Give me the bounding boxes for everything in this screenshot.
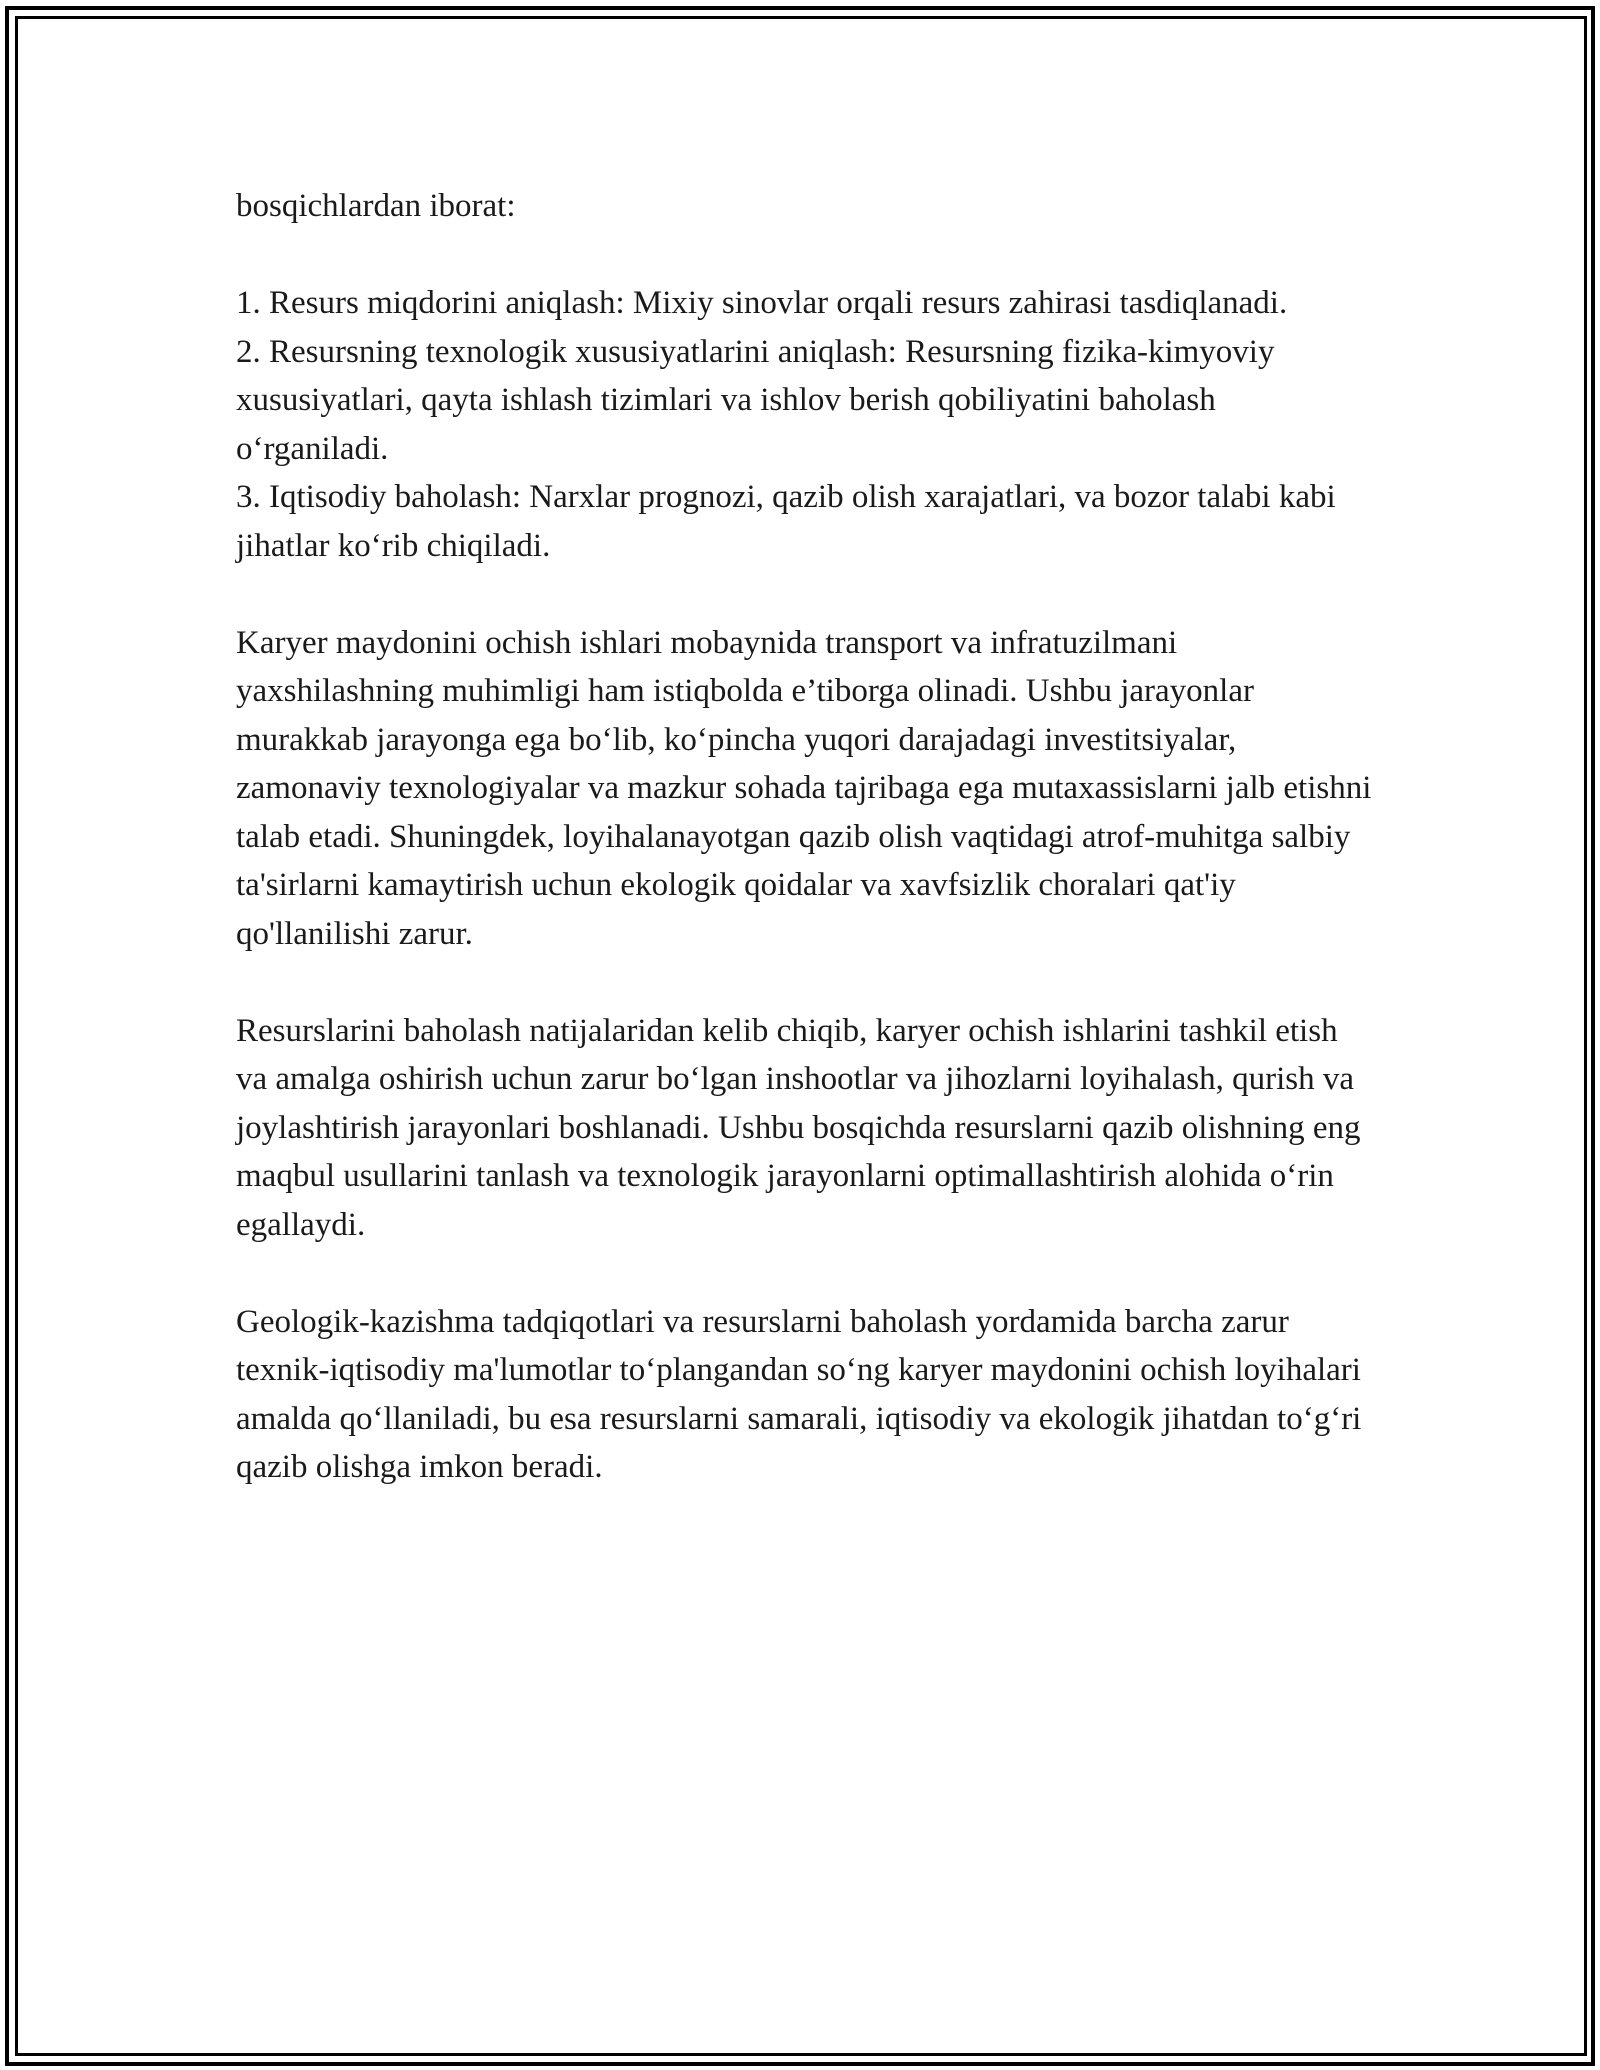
spacer: [236, 1249, 1376, 1298]
paragraph: Karyer maydonini ochish ishlari mobaynida transport va infratuzilmani yaxshilashning muhimligi ham istiqbolda e’tiborga olinadi. Ushbu jarayonlar murakkab jarayonga ega bo‘lib, ko‘pincha yuqori darajadagi investitsiyalar, zamonaviy texnologiyalar va mazkur sohada tajribaga ega mutaxassislarni jalb etishni talab etadi. Shuningdek, loyihalanayotgan qazib olish vaqtidagi atrof-muhitga salbiy ta'sirlarni kamaytirish uchun ekologik qoidalar va xavfsizlik choralari qat'iy qo'llanilishi zarur.: [236, 624, 1372, 952]
spacer: [236, 958, 1376, 1007]
paragraph: Resurslarini baholash natijalaridan kelib chiqib, karyer ochish ishlarini tashkil etish va amalga oshirish uchun zarur bo‘lgan inshootlar va jihozlarni loyihalash, qurish va joylashtirish jarayonlari boshlanadi. Ushbu bosqichda resurslarni qazib olishning eng maqbul usullarini tanlash va texnologik jarayonlarni optimallashtirish alohida o‘rin egallaydi.: [236, 1012, 1361, 1243]
spacer: [236, 570, 1376, 619]
paragraph: Geologik-kazishma tadqiqotlari va resurslarni baholash yordamida barcha zarur texnik-iqtisodiy ma'lumotlar to‘plangandan so‘ng karyer maydonini ochish loyihalari amalda qo‘llaniladi, bu esa resurslarni samarali, iqtisodiy va ekologik jihatdan to‘g‘ri qazib olishga imkon beradi.: [236, 1303, 1362, 1485]
list-item: 1. Resurs miqdorini aniqlash: Mixiy sinovlar orqali resurs zahirasi tasdiqlanadi.: [236, 285, 1288, 321]
spacer: [236, 231, 1376, 280]
document-body: [236, 182, 1376, 1492]
list-item: 3. Iqtisodiy baholash: Narxlar prognozi, qazib olish xarajatlari, va bozor talabi kabi jihatlar ko‘rib chiqiladi.: [236, 479, 1336, 564]
numbered-list: [236, 279, 1376, 570]
intro-line: bosqichlardan iborat:: [236, 188, 516, 224]
list-item: 2. Resursning texnologik xususiyatlarini aniqlash: Resursning fizika-kimyoviy xususiyatlari, qayta ishlash tizimlari va ishlov berish qobiliyatini baholash o‘rganiladi.: [236, 333, 1275, 467]
